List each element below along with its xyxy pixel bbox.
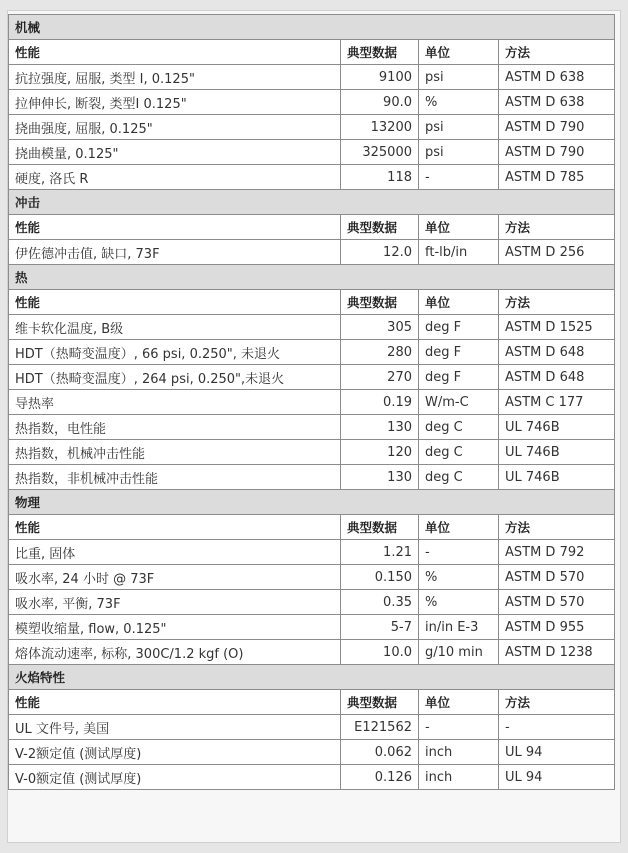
cell-property: UL 文件号, 美国 [9,715,341,740]
cell-value: 13200 [341,115,419,140]
section-title: 物理 [9,490,615,515]
cell-value: 90.0 [341,90,419,115]
cell-method: ASTM D 638 [499,65,615,90]
table-row [9,65,615,90]
cell-value: 0.35 [341,590,419,615]
cell-value: 0.150 [341,565,419,590]
cell-property: 热指数，电性能 [9,415,341,440]
section-header [9,265,615,290]
cell-property: 硬度, 洛氏 R [9,165,341,190]
cell-property: 拉伸伸长, 断裂, 类型I 0.125" [9,90,341,115]
cell-method: ASTM D 1525 [499,315,615,340]
cell-value: 12.0 [341,240,419,265]
cell-value: 120 [341,440,419,465]
table-row [9,365,615,390]
cell-property: 伊佐德冲击值, 缺口, 73F [9,240,341,265]
table-row [9,115,615,140]
section-title: 火焰特性 [9,665,615,690]
column-header-row [9,515,615,540]
cell-unit: W/m-C [419,390,499,415]
table-row [9,640,615,665]
section-header [9,190,615,215]
cell-value: 10.0 [341,640,419,665]
table-row [9,340,615,365]
cell-unit: - [419,165,499,190]
cell-property: 模塑收缩量, flow, 0.125" [9,615,341,640]
column-header-unit: 单位 [419,690,499,715]
cell-value: 325000 [341,140,419,165]
table-row [9,590,615,615]
cell-unit: deg F [419,315,499,340]
cell-method: ASTM D 648 [499,340,615,365]
cell-method: ASTM D 790 [499,115,615,140]
table-row [9,540,615,565]
table-row [9,465,615,490]
cell-unit: % [419,590,499,615]
cell-method: ASTM D 638 [499,90,615,115]
cell-unit: deg C [419,465,499,490]
cell-unit: psi [419,115,499,140]
column-header-unit: 单位 [419,40,499,65]
section-header [9,15,615,40]
cell-unit: psi [419,140,499,165]
table-row [9,415,615,440]
cell-value: 130 [341,415,419,440]
cell-method: ASTM D 648 [499,365,615,390]
cell-property: 热指数，非机械冲击性能 [9,465,341,490]
cell-unit: deg F [419,340,499,365]
cell-method: ASTM D 785 [499,165,615,190]
cell-method: UL 746B [499,440,615,465]
table-row [9,315,615,340]
cell-method: UL 94 [499,765,615,790]
cell-value: 0.19 [341,390,419,415]
column-header-property: 性能 [9,40,341,65]
cell-method: ASTM D 792 [499,540,615,565]
column-header-row [9,690,615,715]
section-header [9,490,615,515]
column-header-property: 性能 [9,215,341,240]
cell-value: 5-7 [341,615,419,640]
cell-value: 270 [341,365,419,390]
cell-unit: deg C [419,415,499,440]
cell-method: ASTM D 570 [499,590,615,615]
column-header-method: 方法 [499,40,615,65]
cell-method: ASTM D 955 [499,615,615,640]
section-header [9,665,615,690]
cell-unit: % [419,90,499,115]
cell-method: ASTM D 790 [499,140,615,165]
column-header-property: 性能 [9,690,341,715]
section-title: 热 [9,265,615,290]
cell-method: UL 746B [499,415,615,440]
cell-method: UL 94 [499,740,615,765]
table-row [9,765,615,790]
table-row [9,390,615,415]
cell-unit: deg F [419,365,499,390]
cell-property: V-2额定值 (测试厚度) [9,740,341,765]
cell-value: 118 [341,165,419,190]
table-row [9,565,615,590]
cell-property: 吸水率, 平衡, 73F [9,590,341,615]
table-row [9,740,615,765]
cell-value: 1.21 [341,540,419,565]
column-header-method: 方法 [499,515,615,540]
cell-unit: % [419,565,499,590]
column-header-value: 典型数据 [341,215,419,240]
cell-unit: g/10 min [419,640,499,665]
cell-unit: inch [419,740,499,765]
cell-property: 导热率 [9,390,341,415]
cell-property: 热指数，机械冲击性能 [9,440,341,465]
cell-property: 挠曲强度, 屈服, 0.125" [9,115,341,140]
cell-value: 130 [341,465,419,490]
cell-method: - [499,715,615,740]
properties-table [8,14,615,790]
cell-value: 0.126 [341,765,419,790]
cell-property: 挠曲模量, 0.125" [9,140,341,165]
table-row [9,140,615,165]
column-header-unit: 单位 [419,215,499,240]
table-row [9,715,615,740]
column-header-value: 典型数据 [341,40,419,65]
cell-value: 9100 [341,65,419,90]
column-header-unit: 单位 [419,290,499,315]
cell-property: 熔体流动速率, 标称, 300C/1.2 kgf (O) [9,640,341,665]
table-row [9,615,615,640]
cell-unit: in/in E-3 [419,615,499,640]
column-header-property: 性能 [9,290,341,315]
cell-property: 吸水率, 24 小时 @ 73F [9,565,341,590]
cell-unit: ft-lb/in [419,240,499,265]
cell-property: 抗拉强度, 屈服, 类型 I, 0.125" [9,65,341,90]
section-title: 冲击 [9,190,615,215]
cell-value: 305 [341,315,419,340]
column-header-value: 典型数据 [341,690,419,715]
column-header-method: 方法 [499,290,615,315]
cell-unit: - [419,540,499,565]
cell-unit: - [419,715,499,740]
column-header-method: 方法 [499,215,615,240]
table-row [9,240,615,265]
cell-property: 维卡软化温度, B级 [9,315,341,340]
column-header-method: 方法 [499,690,615,715]
table-row [9,90,615,115]
cell-value: 280 [341,340,419,365]
column-header-row [9,40,615,65]
column-header-value: 典型数据 [341,515,419,540]
cell-value: E121562 [341,715,419,740]
table-row [9,165,615,190]
column-header-unit: 单位 [419,515,499,540]
cell-property: V-0额定值 (测试厚度) [9,765,341,790]
cell-unit: inch [419,765,499,790]
column-header-row [9,215,615,240]
section-title: 机械 [9,15,615,40]
cell-method: UL 746B [499,465,615,490]
cell-method: ASTM D 1238 [499,640,615,665]
cell-method: ASTM C 177 [499,390,615,415]
cell-property: HDT（热畸变温度）, 66 psi, 0.250", 未退火 [9,340,341,365]
cell-method: ASTM D 256 [499,240,615,265]
column-header-value: 典型数据 [341,290,419,315]
cell-value: 0.062 [341,740,419,765]
column-header-property: 性能 [9,515,341,540]
cell-unit: psi [419,65,499,90]
column-header-row [9,290,615,315]
cell-property: HDT（热畸变温度）, 264 psi, 0.250",未退火 [9,365,341,390]
table-row [9,440,615,465]
cell-unit: deg C [419,440,499,465]
cell-property: 比重, 固体 [9,540,341,565]
cell-method: ASTM D 570 [499,565,615,590]
